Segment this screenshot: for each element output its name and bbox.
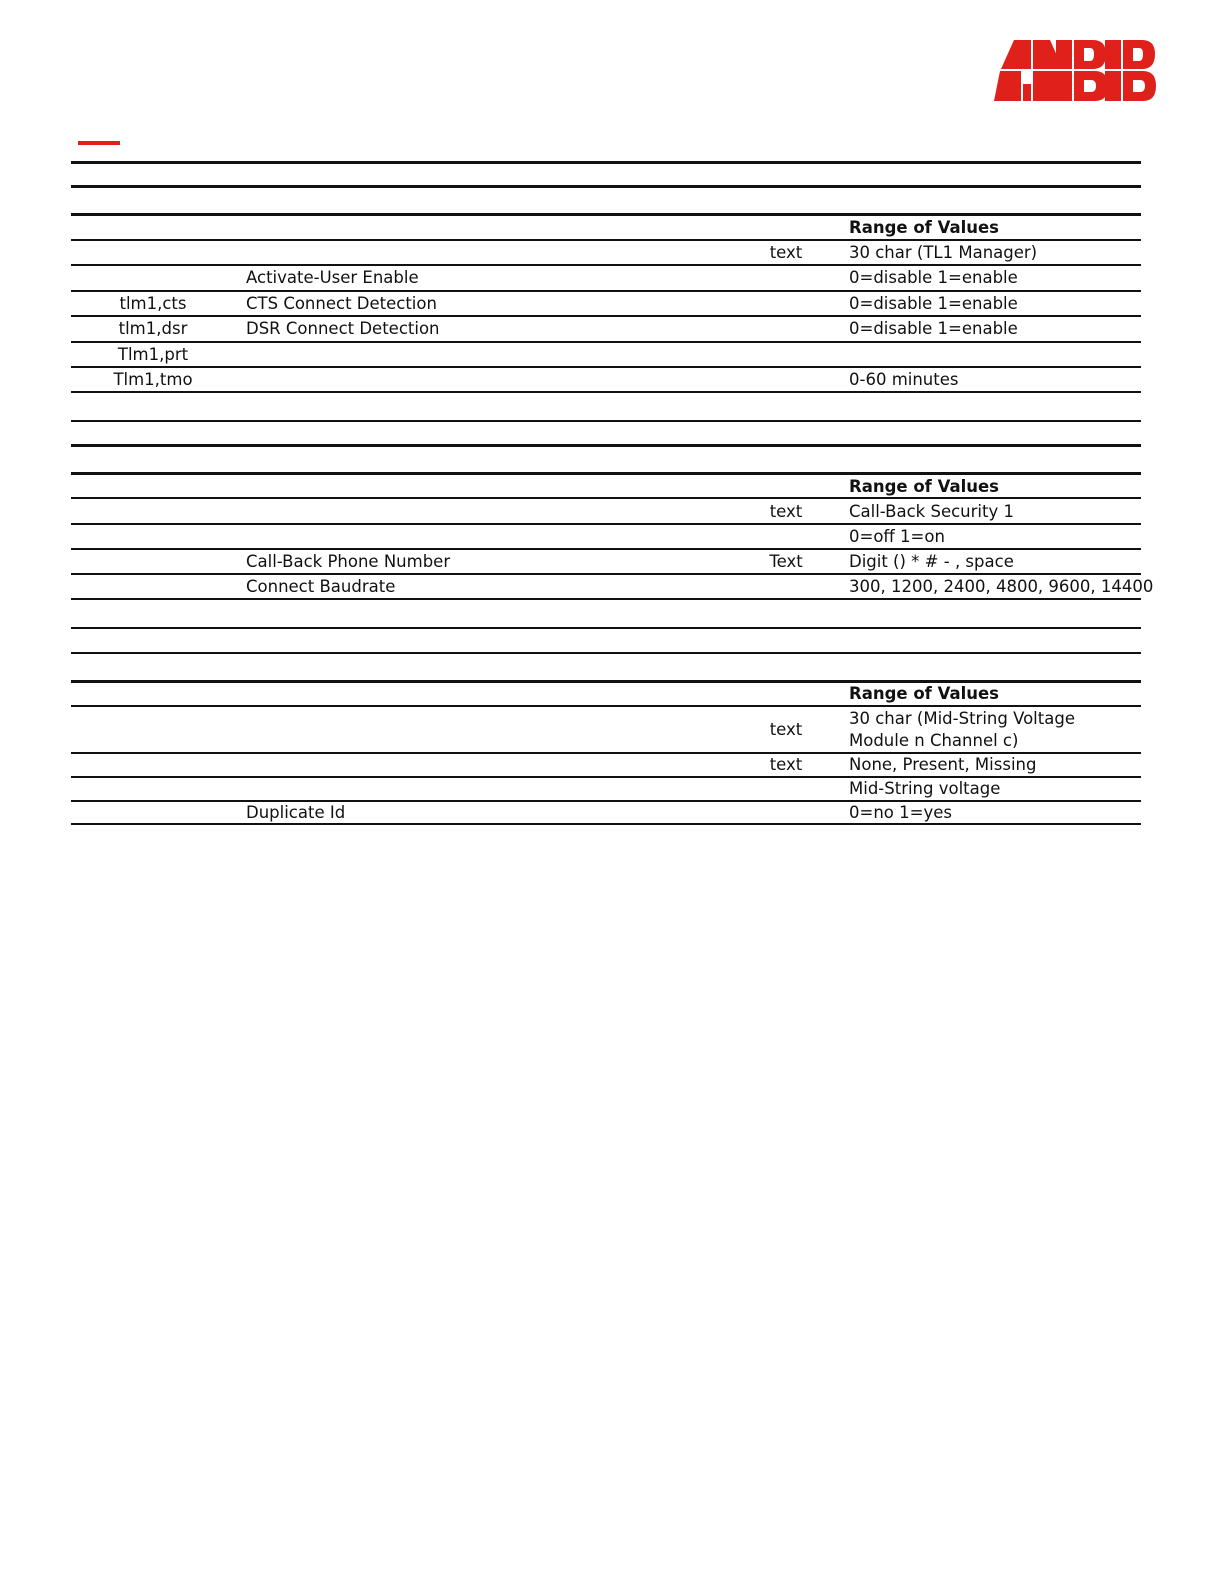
range-of-values-header: Range of Values	[849, 218, 1000, 237]
range-of-values-header: Range of Values	[849, 477, 1000, 496]
param-type: Text	[769, 552, 803, 571]
param-id: tlm1,dsr	[118, 319, 188, 338]
param-range: 300, 1200, 2400, 4800, 9600, 14400	[849, 577, 1154, 596]
table-bottom-rule	[71, 823, 1141, 825]
section-rule	[71, 652, 1141, 654]
table-rule	[71, 264, 1141, 266]
title-rule	[71, 161, 1141, 164]
abb-logo	[994, 40, 1156, 102]
param-name: Connect Baudrate	[246, 577, 396, 596]
table-top-rule	[71, 680, 1141, 683]
table-rule	[71, 776, 1141, 778]
param-type: text	[769, 243, 803, 262]
table-rule	[71, 366, 1141, 368]
param-name: Duplicate Id	[246, 803, 346, 822]
param-range: 0=off 1=on	[849, 527, 945, 546]
param-range: 0=disable 1=enable	[849, 319, 1018, 338]
section-rule	[71, 627, 1141, 629]
table-rule	[71, 290, 1141, 292]
param-type: text	[769, 755, 803, 774]
param-id: Tlm1,tmo	[113, 370, 193, 389]
param-type: text	[769, 720, 803, 739]
table-rule	[71, 573, 1141, 575]
param-range: 0-60 minutes	[849, 370, 959, 389]
param-name: Activate-User Enable	[246, 268, 419, 287]
param-name: DSR Connect Detection	[246, 319, 440, 338]
table-rule	[71, 705, 1141, 707]
table-rule	[71, 523, 1141, 525]
table-rule	[71, 341, 1141, 343]
table-row	[71, 708, 1141, 752]
param-range: 30 char (Mid-String Voltage Module n Channel c)	[849, 709, 1075, 750]
table-bottom-rule	[71, 391, 1141, 393]
param-range: 0=no 1=yes	[849, 803, 952, 822]
param-range: 0=disable 1=enable	[849, 268, 1018, 287]
section-rule	[71, 185, 1141, 188]
param-name: CTS Connect Detection	[246, 294, 437, 313]
table-rule	[71, 497, 1141, 499]
param-type: text	[769, 502, 803, 521]
param-id: tlm1,cts	[119, 294, 187, 313]
param-range: 0=disable 1=enable	[849, 294, 1018, 313]
param-range: 30 char (TL1 Manager)	[849, 243, 1038, 262]
table-rule	[71, 315, 1141, 317]
param-id: Tlm1,prt	[117, 345, 189, 364]
title-accent-bar	[78, 141, 120, 145]
param-range: Mid-String voltage	[849, 779, 1001, 798]
table-rule	[71, 239, 1141, 241]
table-rule	[71, 800, 1141, 802]
param-name: Call-Back Phone Number	[246, 552, 451, 571]
param-range: Digit () * # - , space	[849, 552, 1014, 571]
table-top-rule	[71, 472, 1141, 475]
table-top-rule	[71, 213, 1141, 216]
section-rule	[71, 444, 1141, 447]
range-of-values-header: Range of Values	[849, 684, 1000, 703]
table-rule	[71, 752, 1141, 754]
section-rule	[71, 420, 1141, 422]
param-range: Call-Back Security 1	[849, 502, 1014, 521]
table-bottom-rule	[71, 598, 1141, 600]
table-rule	[71, 548, 1141, 550]
param-range: None, Present, Missing	[849, 755, 1037, 774]
